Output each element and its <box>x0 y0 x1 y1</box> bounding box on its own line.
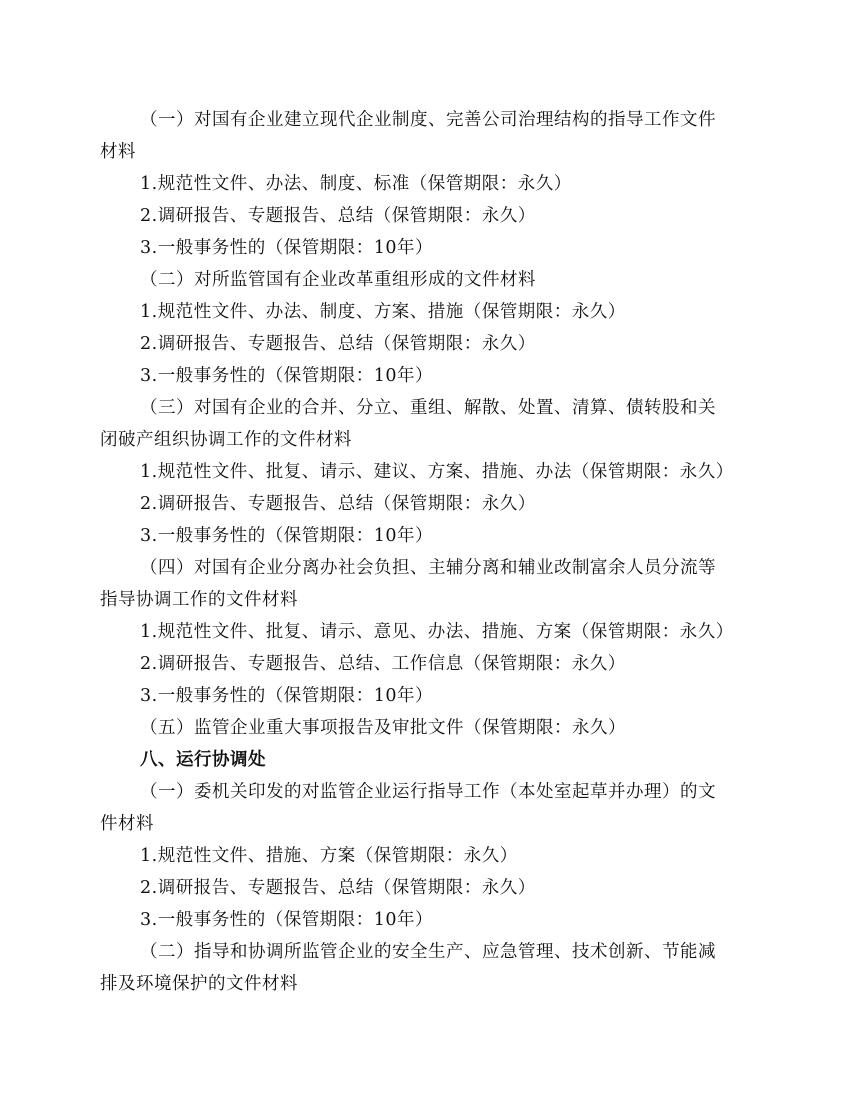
list-item: 1.规范性文件、批复、请示、意见、办法、措施、方案（保管期限：永久） <box>140 622 734 642</box>
document-body <box>100 104 764 1000</box>
list-item: 1.规范性文件、办法、制度、标准（保管期限：永久） <box>140 174 572 194</box>
subsection-2-heading: （二）指导和协调所监管企业的安全生产、应急管理、技术创新、节能减 <box>140 942 716 962</box>
list-item: 3.一般事务性的（保管期限：10年） <box>140 686 433 706</box>
subsection-1-heading: （一）委机关印发的对监管企业运行指导工作（本处室起草并办理）的文 <box>140 782 716 802</box>
section-5-heading: （五）监管企业重大事项报告及审批文件（保管期限：永久） <box>140 718 626 738</box>
list-item: 2.调研报告、专题报告、总结（保管期限：永久） <box>140 878 536 898</box>
section-3-heading-cont: 闭破产组织协调工作的文件材料 <box>100 430 352 450</box>
list-item: 2.调研报告、专题报告、总结（保管期限：永久） <box>140 494 536 514</box>
list-item: 3.一般事务性的（保管期限：10年） <box>140 526 433 546</box>
list-item: 1.规范性文件、批复、请示、建议、方案、措施、办法（保管期限：永久） <box>140 462 734 482</box>
list-item: 2.调研报告、专题报告、总结、工作信息（保管期限：永久） <box>140 654 626 674</box>
list-item: 3.一般事务性的（保管期限：10年） <box>140 238 433 258</box>
list-item: 2.调研报告、专题报告、总结（保管期限：永久） <box>140 206 536 226</box>
section-2-heading: （二）对所监管国有企业改革重组形成的文件材料 <box>140 270 536 290</box>
section-1-heading-cont: 材料 <box>100 142 136 162</box>
list-item: 2.调研报告、专题报告、总结（保管期限：永久） <box>140 334 536 354</box>
section-1-heading: （一）对国有企业建立现代企业制度、完善公司治理结构的指导工作文件 <box>140 110 716 130</box>
list-item: 1.规范性文件、措施、方案（保管期限：永久） <box>140 846 518 866</box>
list-item: 3.一般事务性的（保管期限：10年） <box>140 366 433 386</box>
subsection-1-heading-cont: 件材料 <box>100 814 154 834</box>
chapter-heading: 八、运行协调处 <box>140 750 266 770</box>
list-item: 1.规范性文件、办法、制度、方案、措施（保管期限：永久） <box>140 302 626 322</box>
subsection-2-heading-cont: 排及环境保护的文件材料 <box>100 974 298 994</box>
section-4-heading: （四）对国有企业分离办社会负担、主辅分离和辅业改制富余人员分流等 <box>140 558 716 578</box>
section-3-heading: （三）对国有企业的合并、分立、重组、解散、处置、清算、债转股和关 <box>140 398 716 418</box>
section-4-heading-cont: 指导协调工作的文件材料 <box>100 590 298 610</box>
list-item: 3.一般事务性的（保管期限：10年） <box>140 910 433 930</box>
